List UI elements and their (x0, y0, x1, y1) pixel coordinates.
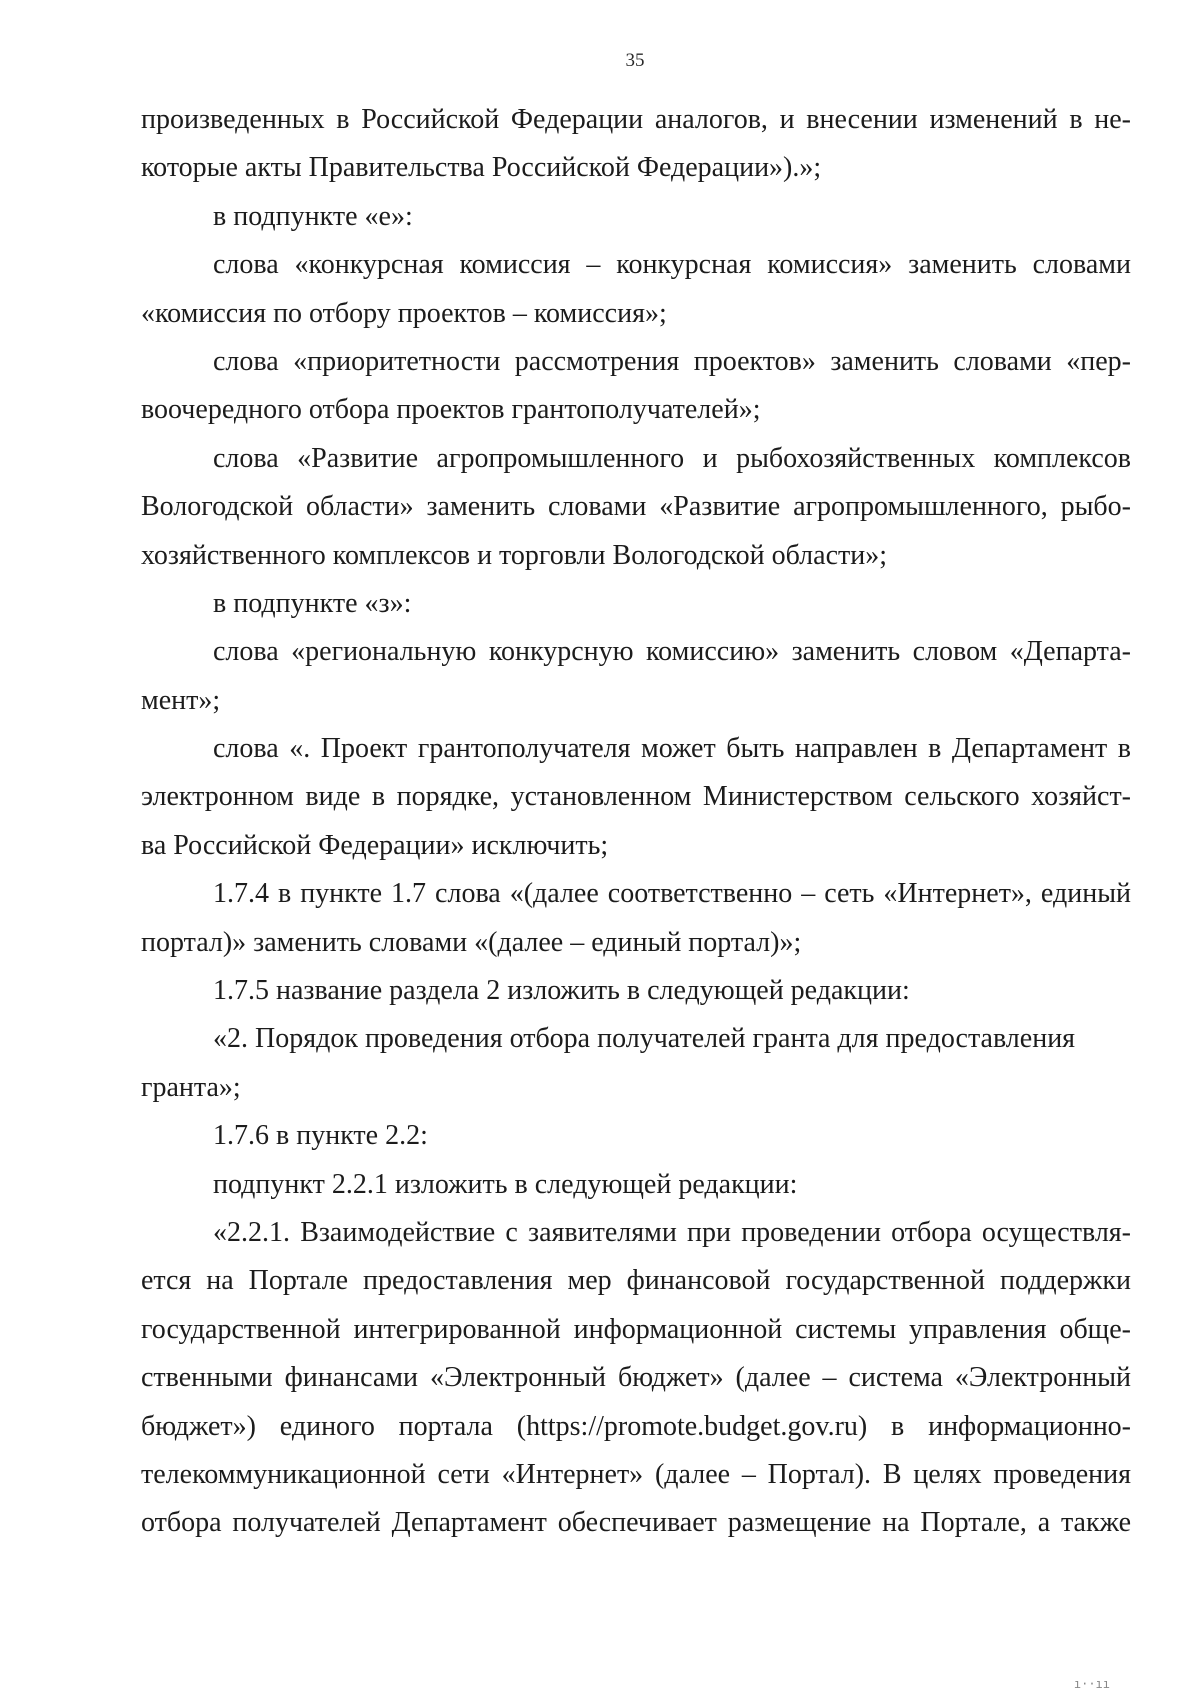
text-line: ется на Портале предоставления мер финансовой государственной поддержки (141, 1265, 1131, 1297)
text-line: воочередного отбора проектов грантополучателей»; (141, 394, 761, 426)
text-line: отбора получателей Департамент обеспечивает размещение на Портале, а также (141, 1507, 1131, 1539)
text-line: подпункт 2.2.1 изложить в следующей редакции: (213, 1168, 798, 1200)
text-line: «2. Порядок проведения отбора получателей гранта для предоставления (213, 1023, 1076, 1055)
text-line: слова «региональную конкурсную комиссию» заменить словом «Департа- (213, 636, 1131, 668)
text-line: ва Российской Федерации» исключить; (141, 829, 609, 861)
scan-artifact: ı··ıı (1073, 1677, 1110, 1691)
text-line: слова «конкурсная комиссия – конкурсная комиссия» заменить словами (213, 249, 1131, 281)
text-line: Вологодской области» заменить словами «Развитие агропромышленного, рыбо- (141, 491, 1131, 523)
text-line: слова «приоритетности рассмотрения проектов» заменить словами «пер- (213, 345, 1131, 377)
text-line: которые акты Правительства Российской Федерации»).»; (141, 152, 822, 184)
text-line: «комиссия по отбору проектов – комиссия»; (141, 297, 667, 329)
text-line: гранта»; (141, 1071, 241, 1103)
document-body (141, 96, 1131, 1548)
page-number: 35 (625, 50, 645, 71)
text-line: слова «. Проект грантополучателя может быть направлен в Департамент в (213, 733, 1131, 765)
text-line: 1.7.6 в пункте 2.2: (213, 1120, 428, 1152)
text-line: 1.7.4 в пункте 1.7 слова «(далее соответственно – сеть «Интернет», единый (213, 878, 1131, 910)
text-line: 1.7.5 название раздела 2 изложить в следующей редакции: (213, 975, 910, 1007)
text-line: хозяйственного комплексов и торговли Вологодской области»; (141, 539, 887, 571)
text-line: портал)» заменить словами «(далее – единый портал)»; (141, 926, 802, 958)
text-line: телекоммуникационной сети «Интернет» (далее – Портал). В целях проведения (141, 1458, 1131, 1490)
text-line: ственными финансами «Электронный бюджет» (далее – система «Электронный (141, 1362, 1131, 1394)
text-line: произведенных в Российской Федерации аналогов, и внесении изменений в не- (141, 104, 1131, 135)
text-line: «2.2.1. Взаимодействие с заявителями при проведении отбора осуществля- (213, 1216, 1131, 1248)
text-line: бюджет») единого портала (https://promote.budget.gov.ru) в информационно- (141, 1410, 1131, 1442)
text-line: в подпункте «з»: (213, 587, 412, 619)
text-line: слова «Развитие агропромышленного и рыбохозяйственных комплексов (213, 442, 1131, 474)
text-line: государственной интегрированной информационной системы управления обще- (141, 1313, 1131, 1345)
text-line: мент»; (141, 684, 221, 716)
text-line: электронном виде в порядке, установленном Министерством сельского хозяйст- (141, 781, 1131, 813)
text-line: в подпункте «е»: (213, 200, 413, 232)
